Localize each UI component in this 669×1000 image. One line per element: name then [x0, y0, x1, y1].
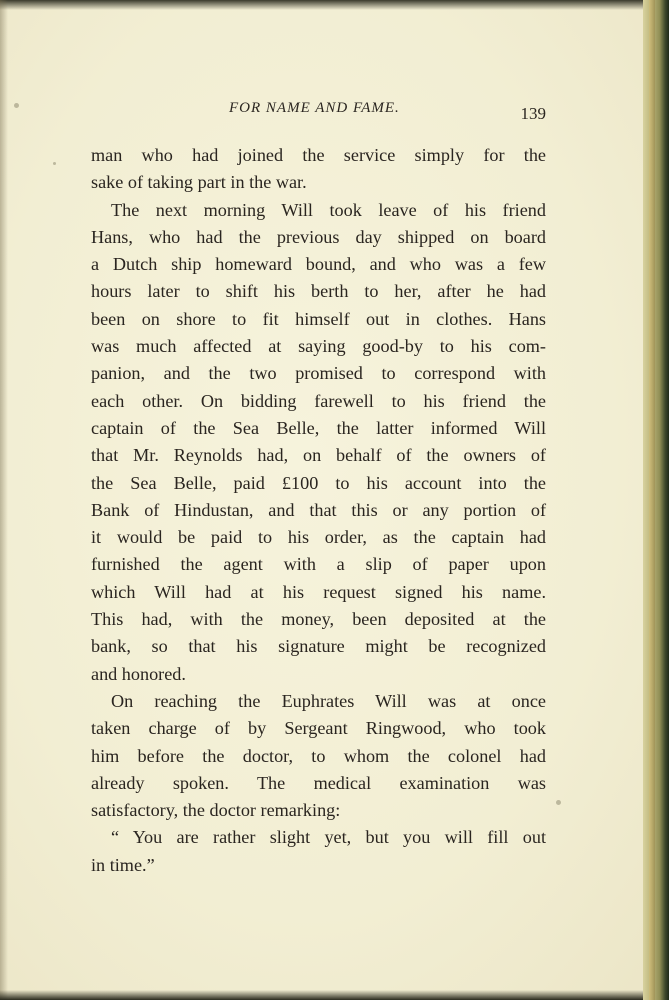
running-head: FOR NAME AND FAME. [229, 100, 400, 116]
text-line: been on shore to fit himself out in clothes. Hans [91, 308, 546, 329]
text-line: sake of taking part in the war. [91, 172, 307, 193]
text-line: which Will had at his request signed his name. [91, 581, 546, 602]
text-line: furnished the agent with a slip of paper upon [91, 554, 546, 575]
text-line: was much affected at saying good-by to his com- [91, 336, 546, 357]
text-line: This had, with the money, been deposited at the [91, 609, 546, 630]
text-line: man who had joined the service simply for the [91, 145, 546, 165]
text-line: taken charge of by Sergeant Ringwood, who took [91, 718, 546, 739]
text-line: that Mr. Reynolds had, on behalf of the owners of [91, 445, 546, 466]
text-line: “ You are rather slight yet, but you will fill out [111, 827, 546, 848]
text-line: On reaching the Euphrates Will was at once [111, 690, 546, 711]
page-top-shadow [0, 0, 669, 10]
text-line: Hans, who had the previous day shipped on board [91, 226, 546, 247]
paper-speck [53, 162, 56, 165]
text-line: captain of the Sea Belle, the latter informed Will [91, 417, 546, 438]
text-line: panion, and the two promised to correspond with [91, 363, 546, 384]
text-line: already spoken. The medical examination was [91, 772, 546, 793]
text-line: Bank of Hindustan, and that this or any portion of [91, 499, 546, 520]
text-line: each other. On bidding farewell to his friend the [91, 390, 546, 411]
text-line: bank, so that his signature might be recognized [91, 636, 546, 657]
text-line: in time.” [91, 854, 155, 875]
page-header [91, 100, 546, 126]
paper-speck [556, 800, 561, 805]
paper-speck [14, 103, 19, 108]
page-bottom-shadow [0, 990, 669, 1000]
text-line: the Sea Belle, paid £100 to his account into the [91, 472, 546, 493]
text-line: him before the doctor, to whom the colonel had [91, 745, 546, 766]
text-line: hours later to shift his berth to her, after he had [91, 281, 546, 302]
text-line: The next morning Will took leave of his friend [111, 199, 546, 220]
text-line: a Dutch ship homeward bound, and who was a few [91, 254, 546, 275]
text-line: it would be paid to his order, as the captain had [91, 527, 546, 548]
text-line: and honored. [91, 663, 186, 684]
page-number: 139 [520, 104, 546, 123]
book-binding-edge [643, 0, 669, 1000]
text-line: satisfactory, the doctor remarking: [91, 800, 341, 821]
page-edge-stain [649, 0, 655, 1000]
body-text [91, 142, 546, 879]
page-left-shadow [0, 0, 8, 1000]
